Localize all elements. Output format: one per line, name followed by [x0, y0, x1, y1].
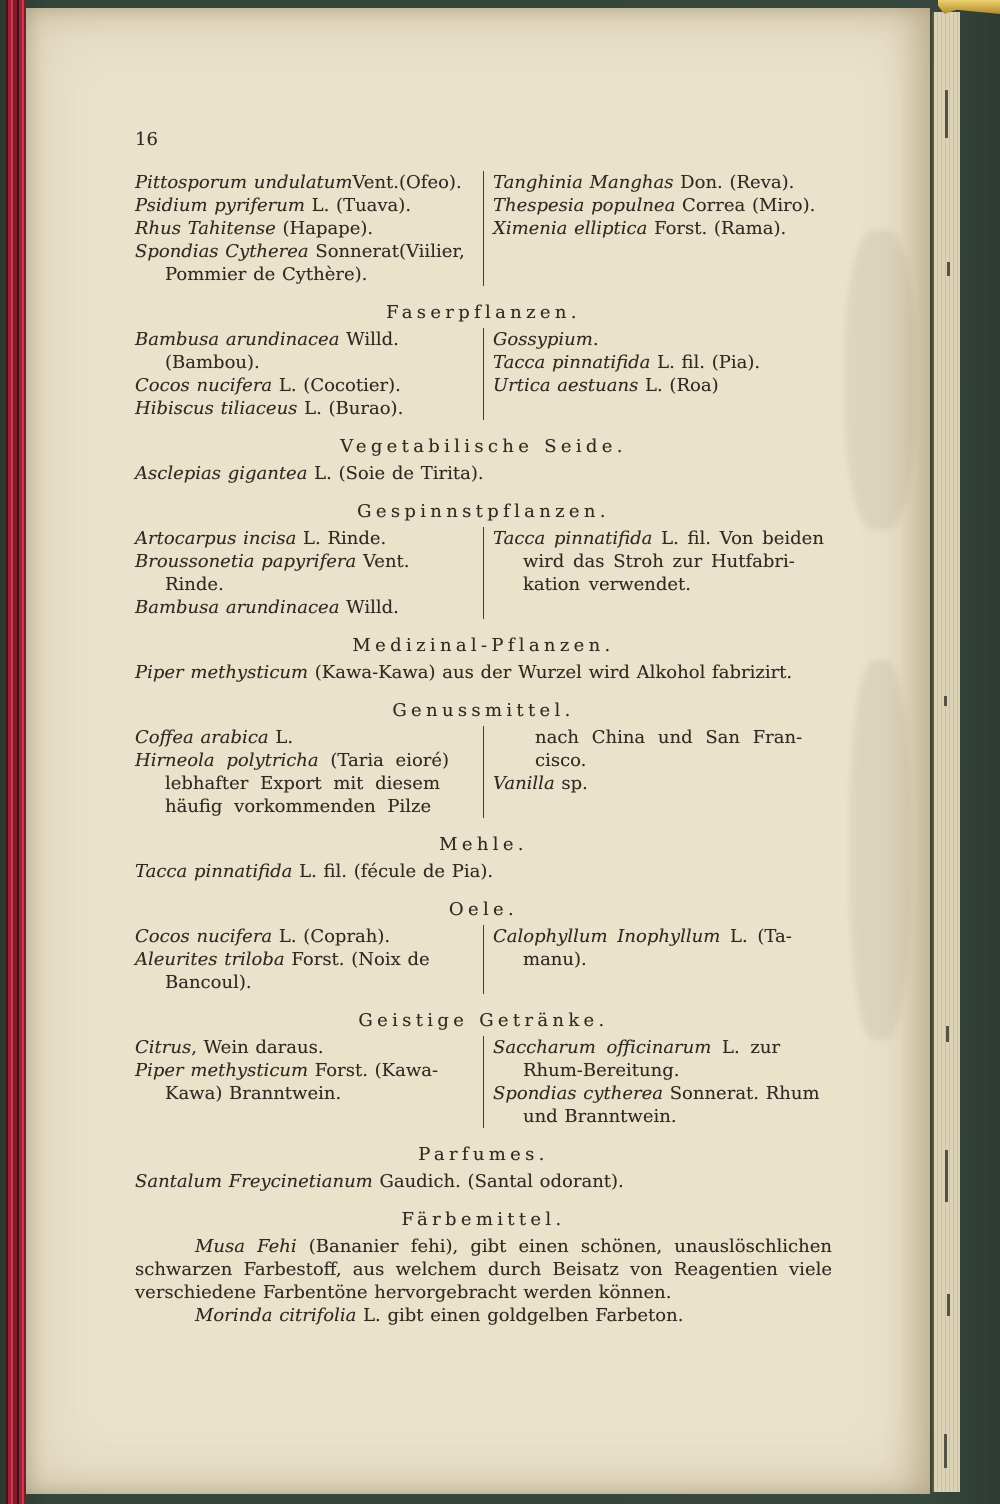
species-name: Cocos nucifera — [135, 375, 273, 396]
entry — [135, 1036, 475, 1059]
section-heading: Parfumes. — [418, 1144, 549, 1165]
entry — [493, 925, 832, 971]
entry — [135, 925, 475, 948]
species-name: Citrus — [135, 1037, 192, 1058]
page-edge-mark — [944, 696, 947, 706]
entry-text: Willd. — [339, 329, 399, 350]
species-name: Broussonetia papyrifera — [135, 551, 357, 572]
entry-text: kation verwendet. — [523, 574, 691, 595]
species-name: Bambusa arundinacea — [135, 597, 340, 618]
left-column — [135, 1036, 484, 1128]
entry — [135, 462, 832, 485]
entry — [493, 217, 832, 240]
entry-text: Forst. (Rama). — [647, 218, 787, 239]
species-name: Spondias cytherea — [493, 1083, 663, 1104]
entry — [493, 328, 832, 351]
entry-text: häufig vorkommenden Pilze — [165, 796, 432, 817]
species-name: Ximenia elliptica — [493, 218, 648, 239]
page-edge-mark — [945, 90, 948, 138]
page-edge-mark — [945, 1150, 948, 1202]
section-genussmittel — [135, 699, 832, 818]
entry-text: L. (Soie de Tirita). — [307, 463, 484, 484]
entry — [135, 596, 475, 619]
page-edge-mark — [944, 1434, 947, 1468]
entry — [135, 240, 475, 286]
entry-text: . — [592, 329, 599, 350]
entry — [493, 194, 832, 217]
entry-text: L. zur — [711, 1037, 781, 1058]
species-name: Tacca pinnatifida — [493, 528, 653, 549]
text-block — [135, 128, 832, 1327]
entry-text: L. fil. (fécule de Pia). — [292, 861, 494, 882]
left-column — [135, 328, 484, 420]
page-edge-mark — [947, 262, 950, 276]
species-name: Saccharum officinarum — [493, 1037, 712, 1058]
entry — [135, 171, 475, 194]
left-column — [135, 925, 484, 994]
species-name: Cocos nucifera — [135, 926, 273, 947]
entry-text: sp. — [554, 773, 588, 794]
section-medizinal-pflanzen — [135, 634, 832, 684]
entry — [493, 1036, 832, 1082]
entry-text: und Branntwein. — [523, 1106, 677, 1127]
species-name: Rhus Tahitense — [135, 218, 276, 239]
section-heading: Oele. — [448, 899, 519, 920]
entry-text: L. fil. Von beiden — [652, 528, 824, 549]
ink-bleedthrough-smudge — [850, 660, 910, 1040]
entry-text: wird das Stroh zur Hutfabri- — [523, 551, 795, 572]
entry-text: L. (Ta- — [720, 926, 792, 947]
species-name: Santalum Freycinetianum — [135, 1171, 373, 1192]
section-oele — [135, 898, 832, 994]
entry-text: L. (Coprah). — [272, 926, 391, 947]
section-heading: Faserpflanzen. — [386, 302, 581, 323]
left-column — [135, 527, 484, 619]
entry — [135, 1059, 475, 1105]
entry-text: Don. (Reva). — [673, 172, 795, 193]
entry — [493, 527, 832, 596]
page-edge-stack — [932, 12, 960, 1492]
two-column-list — [135, 171, 832, 286]
entry — [135, 749, 475, 818]
entry-text: Willd. — [339, 597, 399, 618]
species-name: Pittosporum undulatum — [135, 172, 353, 193]
entry-text: Sonnerat(Viilier, — [308, 241, 465, 262]
section-faerbemittel — [135, 1208, 832, 1327]
section-faserpflanzen — [135, 301, 832, 420]
entry-text: Sonnerat. Rhum — [662, 1083, 820, 1104]
entry-text: manu). — [523, 949, 587, 970]
entry-text: Forst. (Noix de — [284, 949, 430, 970]
entry — [135, 1304, 832, 1327]
entry-text: (Kawa-Kawa) aus der Wurzel wird Alkohol fabrizirt. — [308, 662, 793, 683]
species-name: Coffea arabica — [135, 727, 269, 748]
species-name: Artocarpus incisa — [135, 528, 297, 549]
entry-text: (Taria eioré) — [318, 750, 450, 771]
right-column — [484, 925, 832, 994]
right-column — [484, 328, 832, 420]
entry-text: nach China und San Fran- — [535, 727, 803, 748]
entry-text: L. (Roa) — [638, 375, 719, 396]
right-column — [484, 171, 832, 286]
entry — [135, 194, 475, 217]
entry — [135, 1235, 832, 1304]
section-heading: Geistige Getränke. — [358, 1010, 609, 1031]
section-geistige-getraenke — [135, 1009, 832, 1128]
entry — [493, 171, 832, 194]
page-edge-mark — [947, 1294, 950, 1316]
entry — [135, 527, 475, 550]
entry-text: L. (Burao). — [297, 398, 404, 419]
entry-text: Pommier de Cythère). — [165, 264, 368, 285]
entry-text: Forst. (Kawa- — [308, 1060, 439, 1081]
species-name: Psidium pyriferum — [135, 195, 305, 216]
section-heading: Mehle. — [439, 834, 528, 855]
species-name: Tanghinia Manghas — [493, 172, 674, 193]
species-name: Aleurites triloba — [135, 949, 285, 970]
species-name: Vanilla — [493, 773, 555, 794]
entry — [135, 374, 475, 397]
entry-text: L. — [268, 727, 294, 748]
entry-text: L. fil. (Pia). — [650, 352, 761, 373]
sections — [135, 171, 832, 1327]
entry — [135, 726, 475, 749]
entry — [135, 948, 475, 994]
species-name: Urtica aestuans — [493, 375, 639, 396]
left-column — [135, 726, 484, 818]
species-name: Piper methysticum — [135, 662, 309, 683]
entry-text: L. (Tuava). — [304, 195, 412, 216]
entry-text: Kawa) Branntwein. — [165, 1083, 342, 1104]
entry-text: Rinde. — [165, 574, 224, 595]
species-name: Tacca pinnatifida — [135, 861, 293, 882]
species-name: Spondias Cytherea — [135, 241, 309, 262]
section-heading: Färbemittel. — [401, 1209, 566, 1230]
entry — [493, 1082, 832, 1128]
species-name: Asclepias gigantea — [135, 463, 308, 484]
section-gespinnstpflanzen — [135, 500, 832, 619]
section-heading: Vegetabilische Seide. — [340, 436, 627, 457]
section-heading: Gespinnstpflanzen. — [357, 501, 610, 522]
species-name: Hibiscus tiliaceus — [135, 398, 298, 419]
entry — [135, 661, 832, 684]
species-name: Hirneola polytricha — [135, 750, 319, 771]
two-column-list — [135, 527, 832, 619]
ink-bleedthrough-smudge — [845, 230, 915, 530]
page-edge-mark — [946, 1026, 949, 1042]
species-name: Musa Fehi — [195, 1236, 297, 1257]
entry — [135, 550, 475, 596]
species-name: Morinda citrifolia — [195, 1305, 357, 1326]
two-column-list — [135, 328, 832, 420]
entry-text: L. (Cocotier). — [272, 375, 401, 396]
entry-text: Bancoul). — [165, 972, 252, 993]
section-heading: Medizinal-Pflanzen. — [352, 635, 615, 656]
species-name: Bambusa arundinacea — [135, 329, 340, 350]
section-pflanzenverzeichnis — [135, 171, 832, 286]
section-mehle — [135, 833, 832, 883]
species-name: Thespesia populnea — [493, 195, 676, 216]
entry — [135, 860, 832, 883]
entry-text: Vent.(Ofeo). — [352, 172, 462, 193]
entry-text: L. Rinde. — [296, 528, 387, 549]
entry-text: cisco. — [535, 750, 587, 771]
entry-text: (Bambou). — [165, 352, 260, 373]
section-parfumes — [135, 1143, 832, 1193]
entry — [135, 1170, 832, 1193]
left-column — [135, 171, 484, 286]
two-column-list — [135, 1036, 832, 1128]
page-number: 16 — [135, 129, 158, 150]
species-name: Calophyllum Inophyllum — [493, 926, 721, 947]
entry-text: (Hapape). — [275, 218, 374, 239]
two-column-list — [135, 925, 832, 994]
right-column — [484, 527, 832, 619]
entry-text: Vent. — [356, 551, 410, 572]
book-spine-red-edge — [6, 0, 26, 1504]
two-column-list — [135, 726, 832, 818]
entry — [493, 726, 832, 772]
entry-text: (Bananier fehi), gibt einen schönen, unauslöschlichen schwarzen Farbestoff, aus welchem durch Beisatz von Reagentien viele verschiedene Farbentöne hervorgebracht werden können. — [135, 1236, 832, 1303]
section-heading: Genussmittel. — [392, 700, 575, 721]
species-name: Piper methysticum — [135, 1060, 309, 1081]
entry-text: Correa (Miro). — [675, 195, 816, 216]
species-name: Gossypium — [493, 329, 593, 350]
entry — [135, 217, 475, 240]
entry — [493, 351, 832, 374]
section-vegetabilische-seide — [135, 435, 832, 485]
entry-text: lebhafter Export mit diesem — [165, 773, 441, 794]
entry — [493, 772, 832, 795]
entry — [135, 397, 475, 420]
entry — [135, 328, 475, 374]
entry-text: Gaudich. (Santal odorant). — [372, 1171, 624, 1192]
entry-text: , Wein daraus. — [191, 1037, 324, 1058]
right-column — [484, 726, 832, 818]
entry-text: Rhum-Bereitung. — [523, 1060, 680, 1081]
entry-text: L. gibt einen goldgelben Farbeton. — [356, 1305, 684, 1326]
entry — [493, 374, 832, 397]
species-name: Tacca pinnatifida — [493, 352, 651, 373]
right-column — [484, 1036, 832, 1128]
